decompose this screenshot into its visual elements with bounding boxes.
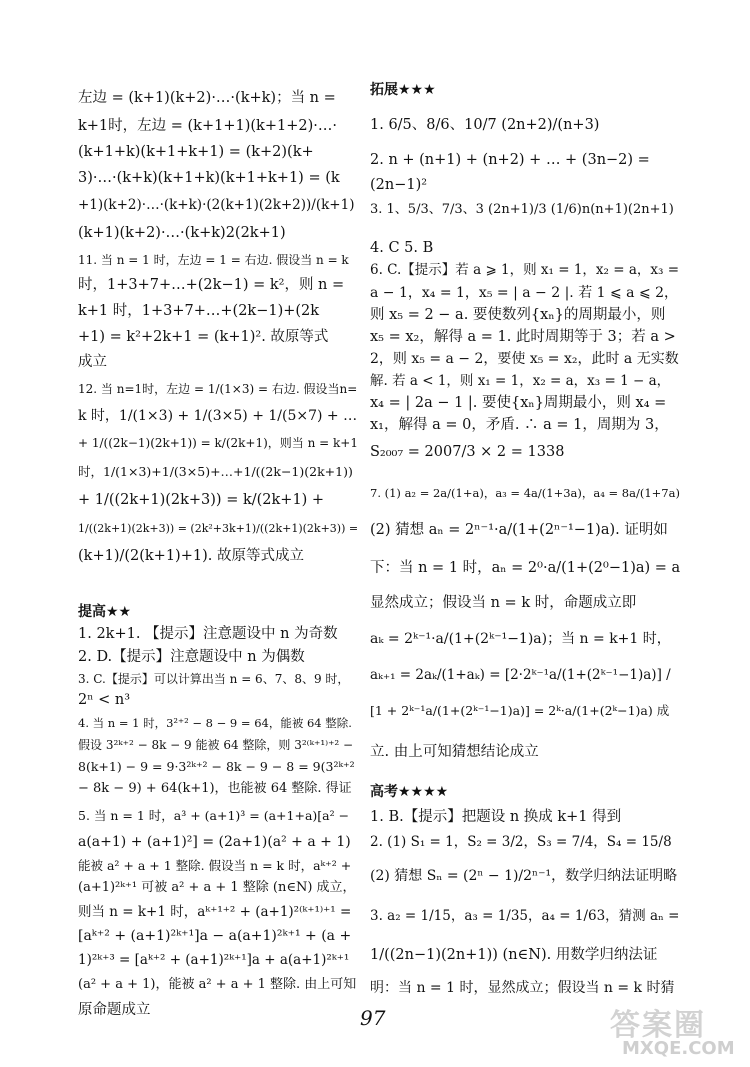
left-text-line: k+1 时，1+3+7+…+(2k−1)+(2k	[78, 303, 320, 319]
right-text-line: 显然成立；假设当 n = k 时，命题成立即	[370, 595, 637, 611]
watermark-logo: 答案圈	[610, 1008, 706, 1043]
watermark-site: MXQE.COM	[622, 1038, 735, 1059]
left-text-line: 2ⁿ < n³	[78, 692, 131, 708]
right-text-line: 2. (1) S₁ = 1，S₂ = 3/2，S₃ = 7/4，S₄ = 15/8	[370, 834, 672, 850]
left-text-line: 1. 2k+1. 【提示】注意题设中 n 为奇数	[78, 626, 338, 642]
right-text-line: aₖ₊₁ = 2aₖ/(1+aₖ) = [2·2ᵏ⁻¹a/(1+(2ᵏ⁻¹−1)a)] /	[370, 667, 671, 683]
left-text-line: (k+1+k)(k+1+k+1) = (k+2)(k+	[78, 144, 314, 160]
right-text-line: (2) 猜想 Sₙ = (2ⁿ − 1)/2ⁿ⁻¹，数学归纳法证明略	[370, 868, 678, 884]
right-text-line: 1. 6/5、8/6、10/7 (2n+2)/(n+3)	[370, 117, 600, 133]
left-text-line: [aᵏ⁺² + (a+1)²ᵏ⁺¹]a − a(a+1)²ᵏ⁺¹ + (a +	[78, 928, 352, 944]
right-text-line: 则 x₅ = 2 − a. 要使数列{xₙ}的周期最小，则	[370, 307, 666, 323]
right-text-line: (2) 猜想 aₙ = 2ⁿ⁻¹·a/(1+(2ⁿ⁻¹−1)a). 证明如	[370, 522, 668, 538]
right-text-line: (2n−1)²	[370, 177, 428, 193]
left-text-line: + 1/((2k+1)(2k+3)) = k/(2k+1) +	[78, 492, 325, 508]
left-text-line: 1/((2k+1)(2k+3)) = (2k²+3k+1)/((2k+1)(2k+3)) =	[78, 522, 359, 535]
page-number: 97	[360, 1006, 386, 1030]
right-text-line: 4. C 5. B	[370, 240, 434, 256]
left-text-line: 3. C.【提示】可以计算出当 n = 6、7、8、9 时，	[78, 672, 350, 686]
left-text-line: k 时，1/(1×3) + 1/(3×5) + 1/(5×7) + …	[78, 408, 358, 424]
left-text-line: 12. 当 n=1时，左边 = 1/(1×3) = 右边. 假设当n=	[78, 382, 358, 396]
left-text-line: 5. 当 n = 1 时，a³ + (a+1)³ = (a+1+a)[a² −	[78, 808, 350, 823]
right-text-line: x₄ = | 2a − 1 |. 要使{xₙ}周期最小，则 x₄ =	[370, 395, 667, 411]
right-text-line: x₅ = x₂，解得 a = 1. 此时周期等于 3；若 a >	[370, 329, 676, 345]
right-text-line: 1. B.【提示】把题设 n 换成 k+1 得到	[370, 809, 622, 825]
right-section-heading: 高考★★★★	[370, 784, 449, 800]
left-text-line: − 8k − 9) + 64(k+1)，也能被 64 整除. 得证	[78, 781, 352, 796]
right-text-line: a − 1，x₄ = 1，x₅ = | a − 2 |. 若 1 ⩽ a ⩽ 2，	[370, 285, 679, 301]
right-text-line: 解. 若 a < 1，则 x₁ = 1，x₂ = a，x₃ = 1 − a，	[370, 373, 671, 389]
left-text-line: (k+1)(k+2)·…·(k+k)2(2k+1)	[78, 225, 286, 241]
watermark	[600, 1000, 740, 1060]
right-text-line: 立. 由上可知猜想结论成立	[370, 744, 539, 760]
right-text-line: 6. C.【提示】若 a ⩾ 1，则 x₁ = 1，x₂ = a，x₃ =	[370, 262, 680, 278]
right-text-line: 3. 1、5/3、7/3、3 (2n+1)/3 (1/6)n(n+1)(2n+1)	[370, 202, 674, 217]
right-text-line: S₂₀₀₇ = 2007/3 × 2 = 1338	[370, 444, 565, 460]
right-text-line: 2. n + (n+1) + (n+2) + … + (3n−2) =	[370, 152, 650, 168]
right-text-line: 3. a₂ = 1/15，a₃ = 1/35，a₄ = 1/63，猜测 aₙ =	[370, 908, 680, 924]
left-text-line: 时，1/(1×3)+1/(3×5)+…+1/((2k−1)(2k+1))	[78, 464, 353, 479]
left-text-line: 3)·…·(k+k)(k+1+k)(k+1+k+1) = (k	[78, 170, 340, 186]
left-text-line: 4. 当 n = 1 时，3²⁺² − 8 − 9 = 64，能被 64 整除.	[78, 716, 352, 730]
right-text-line: x₁，解得 a = 0，矛盾. ∴ a = 1，周期为 3，	[370, 417, 669, 433]
left-text-line: 2. D.【提示】注意题设中 n 为偶数	[78, 649, 305, 665]
right-text-line: 2，则 x₅ = a − 2，要使 x₅ = x₂，此时 a 无实数	[370, 351, 679, 367]
right-section-heading: 拓展★★★	[370, 82, 436, 98]
left-text-line: 11. 当 n = 1 时，左边 = 1 = 右边. 假设当 n = k	[78, 253, 349, 267]
right-text-line: aₖ = 2ᵏ⁻¹·a/(1+(2ᵏ⁻¹−1)a)；当 n = k+1 时，	[370, 631, 671, 647]
left-text-line: 1)²ᵏ⁺³ = [aᵏ⁺² + (a+1)²ᵏ⁺¹]a + a(a+1)²ᵏ⁺¹	[78, 952, 350, 968]
left-text-line: 8(k+1) − 9 = 9·3²ᵏ⁺² − 8k − 9 − 8 = 9(3²ᵏ⁺²	[78, 759, 355, 774]
left-text-line: 成立	[78, 354, 107, 370]
right-text-line: 明：当 n = 1 时，显然成立；假设当 n = k 时猜	[370, 980, 675, 996]
left-text-line: +1) = k²+2k+1 = (k+1)². 故原等式	[78, 329, 329, 345]
left-text-line: +1)(k+2)·…·(k+k)·(2(k+1)(2k+2))/(k+1)	[78, 197, 355, 213]
right-text-line: 7. (1) a₂ = 2a/(1+a)，a₃ = 4a/(1+3a)，a₄ = 8a/(1+7a)	[370, 486, 680, 500]
left-text-line: (a² + a + 1)，能被 a² + a + 1 整除. 由上可知	[78, 977, 357, 992]
left-text-line: 左边 = (k+1)(k+2)·…·(k+k)；当 n =	[78, 90, 336, 106]
left-text-line: (a+1)²ᵏ⁺¹ 可被 a² + a + 1 整除 (n∈N) 成立，	[78, 880, 356, 895]
left-text-line: 能被 a² + a + 1 整除. 假设当 n = k 时，aᵏ⁺² +	[78, 858, 352, 873]
left-text-line: k+1时，左边 = (k+1+1)(k+1+2)·…·	[78, 118, 337, 134]
left-text-line: a(a+1) + (a+1)²] = (2a+1)(a² + a + 1)	[78, 834, 351, 850]
left-text-line: 则当 n = k+1 时，aᵏ⁺¹⁺² + (a+1)²⁽ᵏ⁺¹⁾⁺¹ =	[78, 904, 352, 920]
left-text-line: 原命题成立	[78, 1002, 151, 1018]
right-text-line: [1 + 2ᵏ⁻¹a/(1+(2ᵏ⁻¹−1)a)] = 2ᵏ·a/(1+(2ᵏ−1)a) 成	[370, 703, 670, 718]
left-text-line: + 1/((2k−1)(2k+1)) = k/(2k+1)，则当 n = k+1	[78, 436, 358, 450]
right-text-line: 1/((2n−1)(2n+1)) (n∈N). 用数学归纳法证	[370, 947, 658, 963]
left-text-line: (k+1)/(2(k+1)+1). 故原等式成立	[78, 548, 304, 564]
left-text-line: 时，1+3+7+…+(2k−1) = k²，则 n =	[78, 277, 345, 293]
right-text-line: 下：当 n = 1 时，aₙ = 2⁰·a/(1+(2⁰−1)a) = a	[370, 560, 681, 576]
left-section-heading: 提高★★	[78, 604, 132, 620]
left-text-line: 假设 3²ᵏ⁺² − 8k − 9 能被 64 整除，则 3²⁽ᵏ⁺¹⁾⁺² −	[78, 738, 354, 752]
